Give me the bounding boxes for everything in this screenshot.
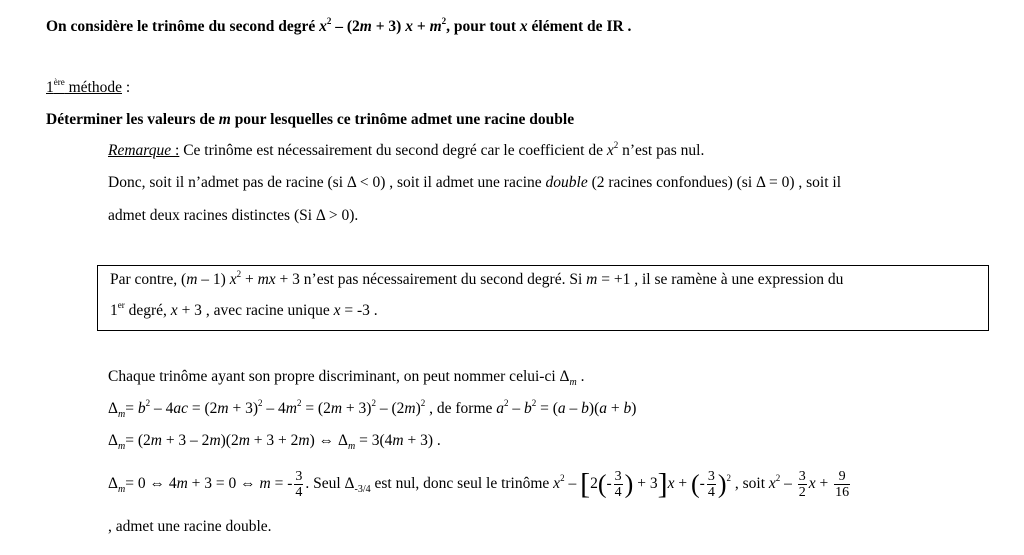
donc-line-1: Donc, soit il n’admet pas de racine (si Δ < 0) , soit il admet une racine double (2 racines confondues) (si Δ = 0) , soit il [108, 174, 842, 191]
equation-1: $\Delta_m= b^2 - 4ac = (2m + 3)^2 - 4m^2 = (2m + 3)^2 - (2m)^2$ , de forme $a^2 - b^2 = (a - b)(a + b)$ [108, 397, 637, 421]
donc-line-2: admet deux racines distinctes (Si Δ > 0). [108, 207, 359, 224]
reals-symbol: IR [606, 18, 624, 35]
fraction-3-4: $\frac{3}{4}$ [295, 468, 303, 500]
chaque-line: Chaque trinôme ayant son propre discriminant, on peut nommer celui-ci $\Delta_m$ . [108, 368, 585, 389]
remarque-line: Remarque : Ce trinôme est nécessairement du second degré car le coefficient de $x^2$ n’est pas nul. [108, 139, 705, 159]
question-line: Déterminer les valeurs de m pour lesquelles ce trinôme admet une racine double [46, 111, 575, 128]
methode-heading: 1ère méthode : [46, 76, 131, 96]
equation-3: $\Delta_m= 0$ ⇔ 4m + 3 = 0 ⇔ m = - $\frac{3}{4}$ . Seul $\Delta_{-3/4}$ est nul, donc seul le trinôme $x^2 - [2(-$ $\frac{3}{4}$ ) + 3]x + (- $\frac{3}{4}$ )$^2$ , soit $x^2$ – $\frac{3}{2}$ x + $\frac{9}{16}$ [108, 467, 850, 501]
last-line: , admet une racine double. [108, 518, 272, 535]
box-line-1: Par contre, (m – 1) $x^2$ + mx + 3 n’est pas nécessairement du second degré. Si m = +1 , il se ramène à une expression du [110, 268, 844, 288]
equation-2: $\Delta_m= (2m + 3 - 2m)(2m + 3 + 2m)$ ⇔ $\Delta_m = 3(4m + 3)$ . [108, 432, 441, 453]
intro-line: On considère le trinôme du second degré $x^2 - (2m + 3) x + m^2$, pour tout x élément de IR . [46, 15, 632, 35]
box-line-2: 1er degré, x + 3 , avec racine unique x = -3 . [110, 299, 378, 319]
